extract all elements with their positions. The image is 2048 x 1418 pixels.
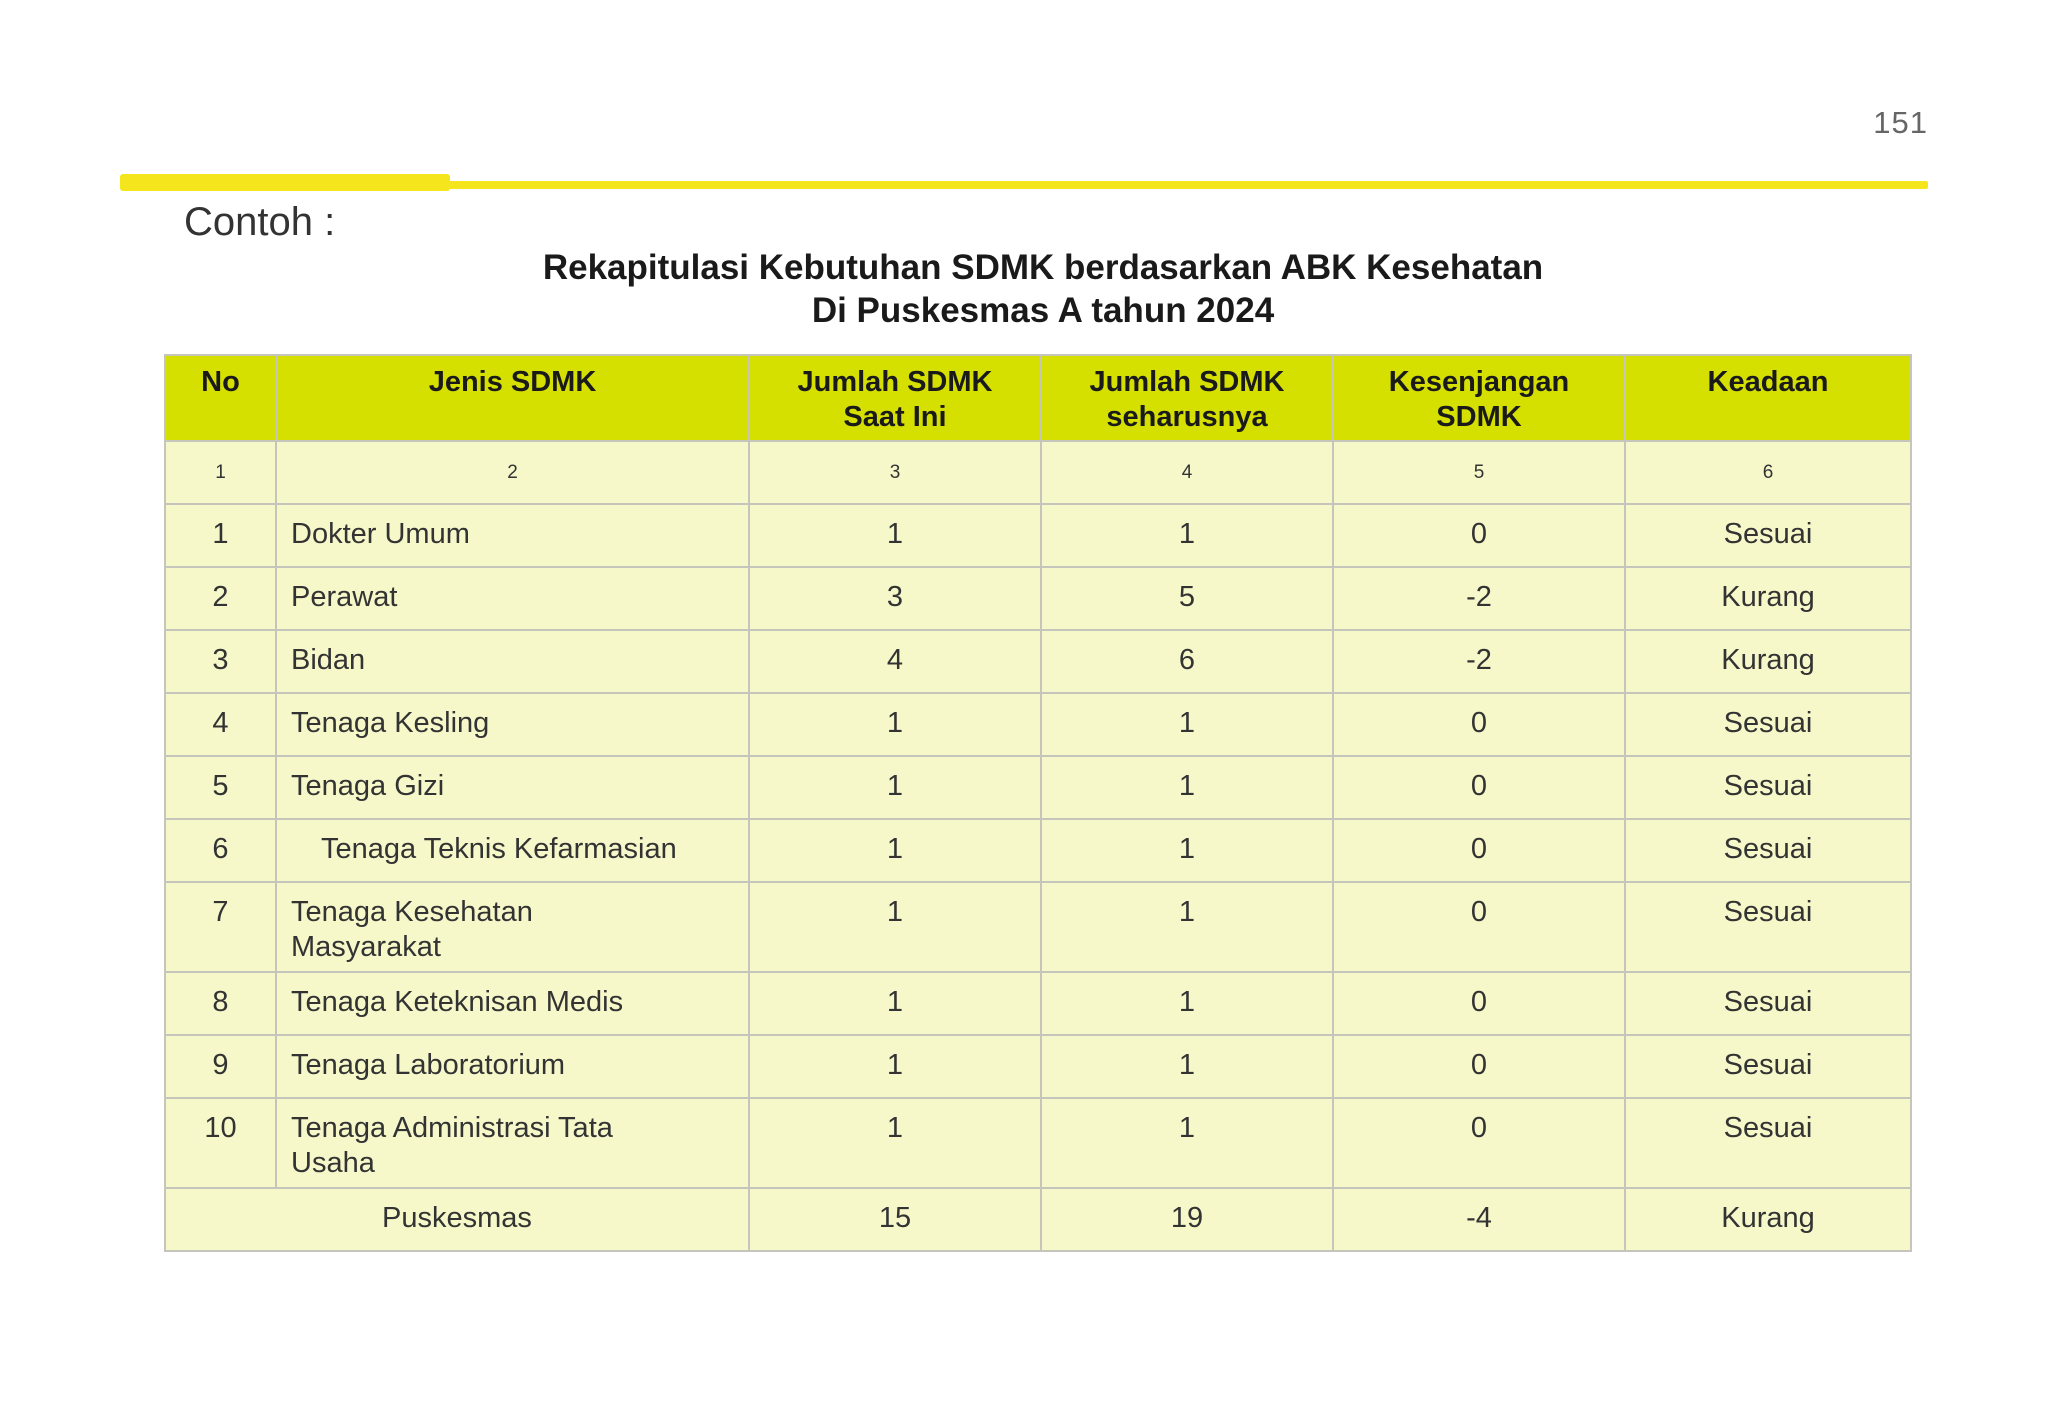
table-title-line2: Di Puskesmas A tahun 2024 <box>811 291 1275 330</box>
cell-kesenjangan: 0 <box>1333 504 1625 567</box>
cell-saat-ini: 1 <box>749 972 1041 1035</box>
header-rule-thin <box>440 181 1928 189</box>
cell-kesenjangan: 0 <box>1333 819 1625 882</box>
table-row <box>165 819 1911 882</box>
cell-jenis: Dokter Umum <box>276 504 749 567</box>
cell-kesenjangan: 0 <box>1333 882 1625 972</box>
cell-jenis: Tenaga Kesehatan Masyarakat <box>276 882 749 972</box>
cell-keadaan: Sesuai <box>1625 693 1911 756</box>
cell-seharusnya: 6 <box>1041 630 1333 693</box>
cell-kesenjangan: 0 <box>1333 756 1625 819</box>
cell-total-kesenjangan: -4 <box>1333 1188 1625 1251</box>
cell-saat-ini: 1 <box>749 756 1041 819</box>
cell-keadaan: Sesuai <box>1625 972 1911 1035</box>
table-row <box>165 972 1911 1035</box>
rekap-table <box>164 354 1912 1252</box>
table-header-row <box>165 355 1911 441</box>
column-number: 5 <box>1333 441 1625 504</box>
column-number: 4 <box>1041 441 1333 504</box>
column-number: 2 <box>276 441 749 504</box>
cell-seharusnya: 1 <box>1041 972 1333 1035</box>
table-title-line1: Rekapitulasi Kebutuhan SDMK berdasarkan ABK Kesehatan <box>542 248 1544 287</box>
cell-seharusnya: 5 <box>1041 567 1333 630</box>
cell-total-label: Puskesmas <box>165 1188 749 1251</box>
cell-keadaan: Sesuai <box>1625 756 1911 819</box>
table-row <box>165 693 1911 756</box>
col-header-kesenjangan: Kesenjangan SDMK <box>1333 355 1625 441</box>
cell-kesenjangan: -2 <box>1333 567 1625 630</box>
cell-kesenjangan: 0 <box>1333 1098 1625 1188</box>
cell-no: 3 <box>165 630 276 693</box>
cell-total-seharusnya: 19 <box>1041 1188 1333 1251</box>
cell-jenis: Tenaga Laboratorium <box>276 1035 749 1098</box>
cell-seharusnya: 1 <box>1041 819 1333 882</box>
col-header-keadaan: Keadaan <box>1625 355 1911 441</box>
col-header-saat-ini: Jumlah SDMK Saat Ini <box>749 355 1041 441</box>
table-row <box>165 882 1911 972</box>
column-number: 6 <box>1625 441 1911 504</box>
cell-kesenjangan: -2 <box>1333 630 1625 693</box>
col-header-no: No <box>165 355 276 441</box>
cell-kesenjangan: 0 <box>1333 693 1625 756</box>
column-number: 3 <box>749 441 1041 504</box>
cell-no: 10 <box>165 1098 276 1188</box>
cell-seharusnya: 1 <box>1041 882 1333 972</box>
cell-total-keadaan: Kurang <box>1625 1188 1911 1251</box>
cell-keadaan: Sesuai <box>1625 882 1911 972</box>
cell-seharusnya: 1 <box>1041 1098 1333 1188</box>
cell-keadaan: Sesuai <box>1625 1098 1911 1188</box>
cell-no: 4 <box>165 693 276 756</box>
cell-no: 5 <box>165 756 276 819</box>
cell-seharusnya: 1 <box>1041 756 1333 819</box>
cell-seharusnya: 1 <box>1041 504 1333 567</box>
table-row <box>165 630 1911 693</box>
col-header-seharusnya: Jumlah SDMK seharusnya <box>1041 355 1333 441</box>
cell-saat-ini: 1 <box>749 693 1041 756</box>
cell-keadaan: Sesuai <box>1625 819 1911 882</box>
total-row <box>165 1188 1911 1251</box>
cell-jenis: Tenaga Keteknisan Medis <box>276 972 749 1035</box>
column-number-row <box>165 441 1911 504</box>
cell-jenis: Tenaga Administrasi Tata Usaha <box>276 1098 749 1188</box>
cell-keadaan: Sesuai <box>1625 1035 1911 1098</box>
column-number: 1 <box>165 441 276 504</box>
cell-kesenjangan: 0 <box>1333 1035 1625 1098</box>
cell-kesenjangan: 0 <box>1333 972 1625 1035</box>
cell-saat-ini: 3 <box>749 567 1041 630</box>
header-rule-thick <box>120 174 450 191</box>
table-row <box>165 1098 1911 1188</box>
cell-jenis: Perawat <box>276 567 749 630</box>
cell-keadaan: Sesuai <box>1625 504 1911 567</box>
cell-no: 7 <box>165 882 276 972</box>
cell-keadaan: Kurang <box>1625 567 1911 630</box>
cell-no: 9 <box>165 1035 276 1098</box>
cell-saat-ini: 4 <box>749 630 1041 693</box>
cell-jenis: Tenaga Kesling <box>276 693 749 756</box>
cell-jenis: Tenaga Gizi <box>276 756 749 819</box>
cell-keadaan: Kurang <box>1625 630 1911 693</box>
cell-no: 1 <box>165 504 276 567</box>
table-row <box>165 1035 1911 1098</box>
cell-saat-ini: 1 <box>749 882 1041 972</box>
table-row <box>165 756 1911 819</box>
col-header-jenis: Jenis SDMK <box>276 355 749 441</box>
cell-saat-ini: 1 <box>749 1035 1041 1098</box>
intro-label: Contoh : <box>184 200 336 244</box>
cell-saat-ini: 1 <box>749 504 1041 567</box>
cell-no: 8 <box>165 972 276 1035</box>
cell-saat-ini: 1 <box>749 1098 1041 1188</box>
cell-jenis: Bidan <box>276 630 749 693</box>
table-row <box>165 567 1911 630</box>
cell-seharusnya: 1 <box>1041 1035 1333 1098</box>
page-number: 151 <box>1873 105 1928 140</box>
cell-saat-ini: 1 <box>749 819 1041 882</box>
cell-no: 2 <box>165 567 276 630</box>
cell-no: 6 <box>165 819 276 882</box>
cell-jenis: Tenaga Teknis Kefarmasian <box>276 819 749 882</box>
cell-total-saat-ini: 15 <box>749 1188 1041 1251</box>
cell-seharusnya: 1 <box>1041 693 1333 756</box>
table-row <box>165 504 1911 567</box>
